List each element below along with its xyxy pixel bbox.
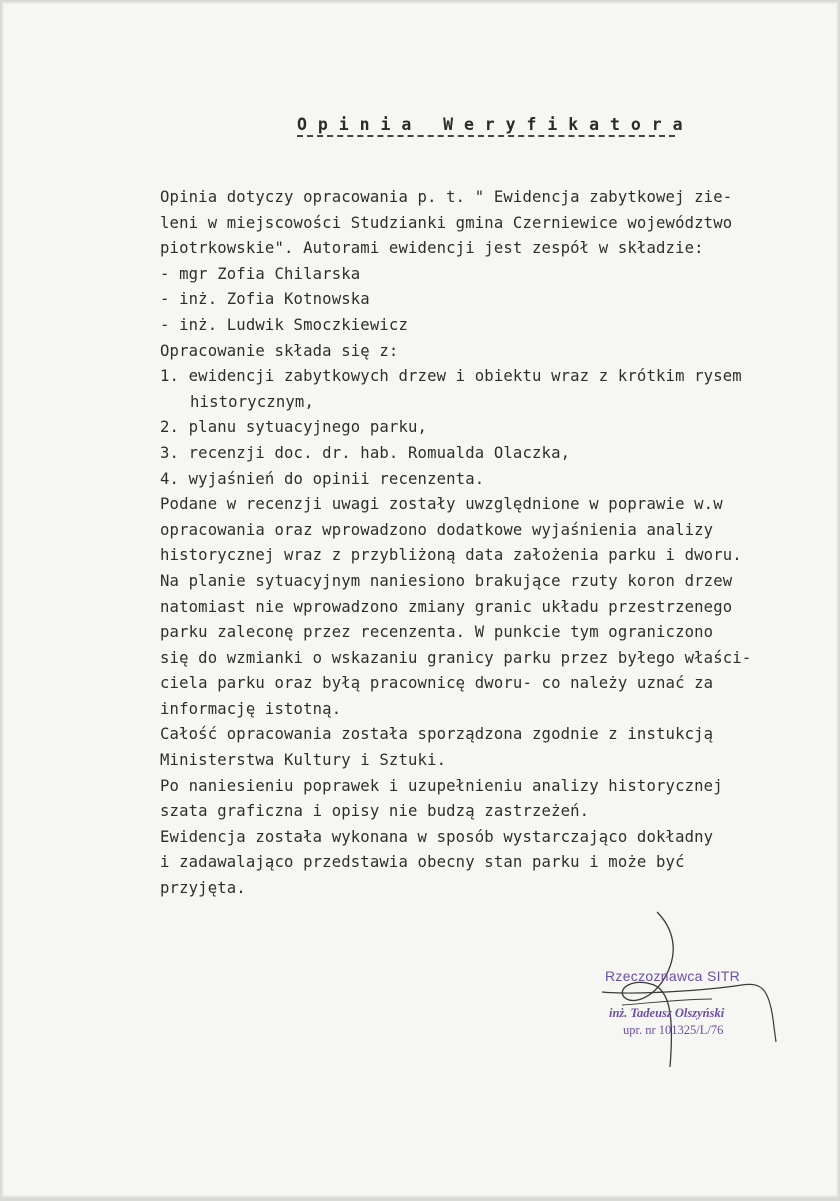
text-line: leni w miejscowości Studzianki gmina Czerniewice województwo [160,213,733,232]
document-body [160,185,830,902]
text-line: 1. ewidencji zabytkowych drzew i obiektu wraz z krótkim rysem [160,367,742,386]
text-line: opracowania oraz wprowadzono dodatkowe wyjaśnienia analizy [160,520,714,539]
stamp-name: inż. Tadeusz Olszyński [609,1006,725,1020]
text-line: Całość opracowania została sporządzona zgodnie z instukcją [160,725,714,744]
text-line: natomiast nie wprowadzono zmiany granic układu przestrzenego [160,597,733,616]
title-underline [297,135,675,137]
text-line: Ewidencja została wykonana w sposób wystarczająco dokładny [160,827,714,846]
text-line: 3. recenzji doc. dr. hab. Romualda Olaczka, [160,443,571,462]
text-line: parku zaleconę przez recenzenta. W punkcie tym ograniczono [160,623,714,642]
text-line: Ministerstwa Kultury i Sztuki. [160,751,447,770]
stamp-title: Rzeczoznawca SITR [605,968,741,984]
text-line: - inż. Ludwik Smoczkiewicz [160,315,408,334]
text-line: Na planie sytuacyjnym naniesiono brakujące rzuty koron drzew [160,571,733,590]
text-line: szata graficzna i opisy nie budzą zastrzeżeń. [160,802,590,821]
text-line: się do wzmianki o wskazaniu granicy parku przez byłego właści- [160,648,752,667]
text-line: Opinia dotyczy opracowania p. t. " Ewidencja zabytkowej zie- [160,188,733,206]
text-line: piotrkowskie". Autorami ewidencji jest zespół w składzie: [160,239,704,258]
text-line: historycznym, [190,392,314,411]
text-line: ciela parku oraz byłą pracownicę dworu- co należy uznać za [160,674,714,693]
text-line: - mgr Zofia Chilarska [160,264,361,283]
document-title: O p i n i a W e r y f i k a t o r a [297,115,684,134]
text-line: przyjęta. [160,879,246,898]
text-line: Podane w recenzji uwagi zostały uwzględnione w poprawie w.w [160,495,723,514]
stamp-license-number: upr. nr 101325/L/76 [623,1023,724,1037]
text-line: informację istotną. [160,699,342,718]
text-line: Po naniesieniu poprawek i uzupełnieniu analizy historycznej [160,776,723,795]
text-line: Opracowanie składa się z: [160,341,399,360]
text-line: - inż. Zofia Kotnowska [160,290,370,309]
document-page [2,2,838,1197]
text-line: 2. planu sytuacyjnego parku, [160,418,428,437]
text-line: 4. wyjaśnień do opinii recenzenta. [160,469,485,488]
text-line: historycznej wraz z przybliżoną data założenia parku i dworu. [160,546,742,565]
text-line: i zadawalająco przedstawia obecny stan parku i może być [160,853,685,872]
handwritten-signature [562,907,792,1077]
